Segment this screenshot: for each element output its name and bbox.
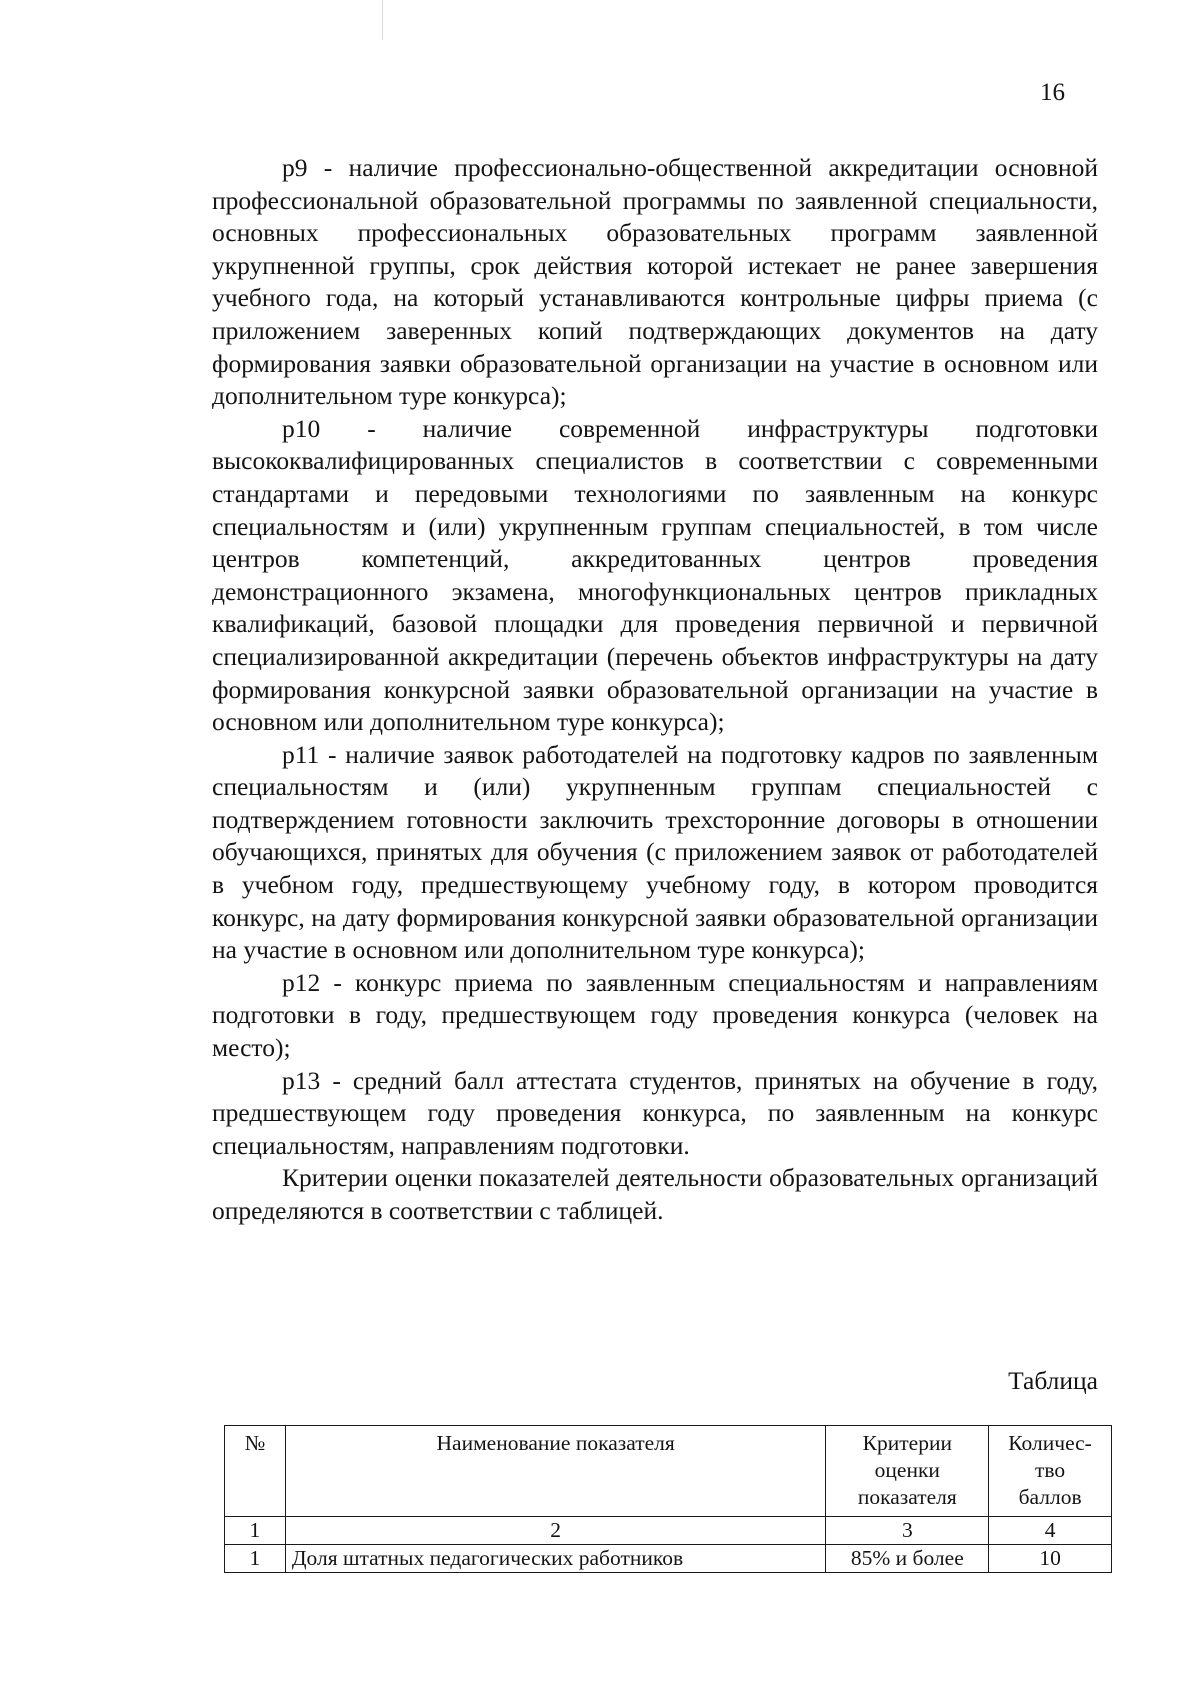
header-number: № xyxy=(225,1426,286,1517)
header-indicator-name: Наименование показателя xyxy=(285,1426,826,1517)
paragraph-p12: р12 - конкурс приема по заявленным специальностям и направлениям подготовки в году, предшествующем году проведения конкурса (человек на место); xyxy=(212,967,1098,1063)
row-indicator-name: Доля штатных педагогических работников xyxy=(285,1545,826,1573)
numbering-cell: 3 xyxy=(826,1517,989,1545)
row-criteria: 85% и более xyxy=(826,1545,989,1573)
paragraph-p11: р11 - наличие заявок работодателей на подготовку кадров по заявленным специальностям и (или) укрупненным группам специальностей с подтверждением готовности заключить трехсторонние договоры в отношении обучающихся, принятых для обучения (с приложением заявок от работодателей в учебном году, предшествующему учебному году, в котором проводится конкурс, на дату формирования конкурсной заявки образовательной организации на участие в основном или дополнительном туре конкурса); xyxy=(212,739,1098,965)
scan-artifact-line xyxy=(382,0,383,40)
paragraph-p10: р10 - наличие современной инфраструктуры подготовки высококвалифицированных специалистов в соответствии с современными стандартами и передовыми технологиями по заявленным на конкурс специальностям и (или) укрупненным группам специальностей, в том числе центров компетенций, аккредитованных центров проведения демонстрационного экзамена, многофункциональных центров прикладных квалификаций, базовой площадки для проведения первичной и первичной специализированной аккредитации (перечень объектов инфраструктуры на дату формирования конкурсной заявки образовательной организации на участие в основном или дополнительном туре конкурса); xyxy=(212,413,1098,737)
header-points: Количес- тво баллов xyxy=(989,1426,1112,1517)
page-number: 16 xyxy=(1040,79,1065,106)
row-number: 1 xyxy=(225,1545,286,1573)
table-numbering-row xyxy=(225,1517,1112,1545)
body-text xyxy=(212,152,1098,1228)
numbering-cell: 4 xyxy=(989,1517,1112,1545)
row-points: 10 xyxy=(989,1545,1112,1573)
criteria-table xyxy=(224,1425,1112,1573)
header-criteria: Критерии оценки показателя xyxy=(826,1426,989,1517)
table-header-row xyxy=(225,1426,1112,1517)
paragraph-p9: р9 - наличие профессионально-общественной аккредитации основной профессиональной образовательной программы по заявленной специальности, основных профессиональных образовательных программ заявленной укрупненной группы, срок действия которой истекает не ранее завершения учебного года, на который устанавливаются контрольные цифры приема (с приложением заверенных копий подтверждающих документов на дату формирования заявки образовательной организации на участие в основном или дополнительном туре конкурса); xyxy=(212,153,1098,411)
numbering-cell: 1 xyxy=(225,1517,286,1545)
paragraph-criteria-intro: Критерии оценки показателей деятельности образовательных организаций определяются в соответствии с таблицей. xyxy=(212,1163,1098,1225)
paragraph-p13: р13 - средний балл аттестата студентов, принятых на обучение в году, предшествующем году проведения конкурса, по заявленным на конкурс специальностям, направлениям подготовки. xyxy=(212,1065,1098,1160)
numbering-cell: 2 xyxy=(285,1517,826,1545)
table-caption: Таблица xyxy=(1008,1366,1098,1395)
table-row xyxy=(225,1545,1112,1573)
